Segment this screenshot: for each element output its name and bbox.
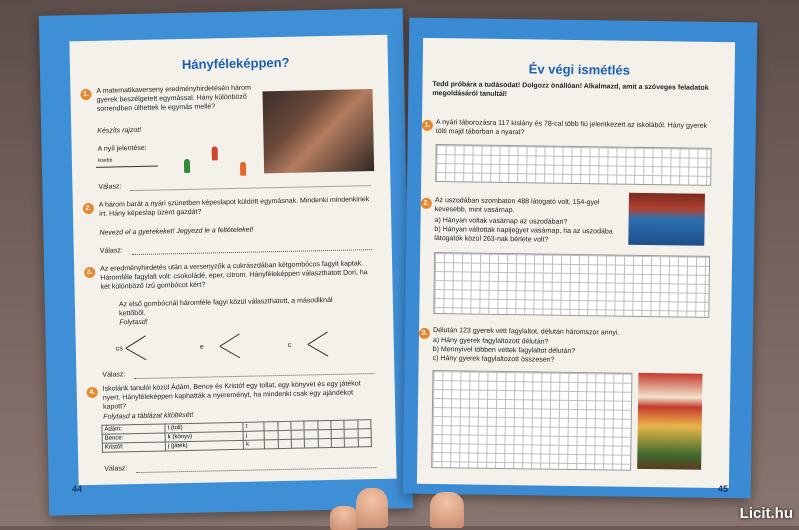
right-task1-text: A nyári táborozásra 117 kislány és 78-cal több fiú jelentkezett az iskolából. Hány gyerek tölti majd táborban a nyarat? (435, 119, 708, 137)
task3-subtext: Az első gombócnál háromféle fagyi közül választhatott, a másodiknál kettőből. (118, 296, 333, 318)
photo-swimming-pool (628, 193, 705, 246)
task-number-badge: 1. (80, 89, 91, 100)
right-page-number: 45 (718, 484, 729, 494)
right-page (417, 38, 735, 488)
finger-left (330, 506, 358, 530)
table-cell: k (243, 440, 264, 449)
table-cell: t (toll) (165, 422, 243, 433)
task1-answer-label: Válasz: (98, 183, 122, 191)
photo-children (262, 89, 374, 173)
task1-instruction: Készíts rajzot! (97, 126, 142, 135)
legend-title: A nyíl jelentése: (97, 144, 147, 153)
right-task2-question-b: b) Hányan váltottak napijegyet vasárnap, ha az uszodába látogatók közül 263-nak bérlete volt? (434, 226, 613, 244)
task4-instruction: Folytasd a táblázat kitöltését! (103, 411, 194, 421)
task3-instruction: Folytasd! (119, 318, 148, 327)
tree-label-c: c (287, 341, 292, 349)
legend-arrow-label: kisebb (97, 157, 113, 164)
tree-label-cs: cs (115, 345, 123, 353)
table-cell: t (243, 422, 264, 431)
prize-table (101, 419, 372, 453)
right-task3-question-b: b) Mennyivel többen vettek fagylaltot délután? (432, 346, 576, 355)
photo-ice-cream-shop (637, 373, 702, 470)
task-number-badge: 2. (421, 198, 432, 209)
table-cell-name: Bence: (102, 433, 165, 443)
task4-text: Iskolánk tanulói közül Ádám, Bence és Kristóf egy tollat, egy könyvet és egy játékot nyert. Hányféleképpen kaphatták a nyereményt, ha mindenki csak egy ajándékot kapott? (102, 380, 361, 411)
task-number-badge: 4. (87, 387, 98, 398)
tree-diagram (95, 323, 356, 368)
answer-line (131, 185, 371, 191)
answer-line (132, 249, 372, 255)
answer-grid (433, 252, 710, 318)
child-figure-red (212, 146, 218, 160)
tree-label-e: e (199, 343, 204, 351)
table-cell-name: Kristóf: (102, 442, 165, 452)
right-page-title: Év végi ismétlés (528, 61, 630, 78)
legend-arrow (96, 166, 158, 168)
left-page-number: 44 (72, 484, 83, 494)
task3-text: Az eredményhirdetés után a versenyzők a cukrászdában kétgombócos fagyit kaptak. Háromféle fagylalt volt: csokoládé, eper, citrom. Hányféleképpen választhatott Dori, ha két különböző ízű gombócot kért? (100, 260, 368, 291)
finger-right (430, 492, 464, 528)
watermark: Licit.hu (739, 505, 793, 522)
task3-answer-label: Válasz: (102, 371, 126, 379)
task2-answer-label: Válasz: (99, 247, 123, 255)
task-number-badge: 1. (422, 120, 433, 131)
right-task3-text: Délután 123 gyerek vett fagylaltot, délután háromszor annyi. (432, 327, 620, 337)
right-task3-question-c: c) Hány gyerek fagylaltozott összesen? (432, 355, 555, 364)
task1-text: A matematikaverseny eredményhirdetésén három gyerek beszélgetett egymással. Hány különböző sorrendben ülhettek le egymás mellé? (96, 84, 251, 113)
task-number-badge: 2. (83, 203, 94, 214)
answer-grid (431, 370, 632, 471)
intro-text: Tedd próbára a tudásodat! Dolgozz önállóan! Alkalmazd, amit a szöveges feladatok megoldásáról tanultál! (432, 80, 709, 99)
left-page (69, 35, 396, 486)
answer-grid (435, 144, 712, 186)
thumb (356, 488, 388, 528)
right-task2-text: Az uszodában szombaton 488 látogató volt, 154-gyel kevesebb, mint vasárnap. (434, 197, 600, 215)
task4-answer-label: Válasz: (104, 465, 128, 473)
task2-instruction: Nevezd el a gyerekeket! Jegyezd le a feltételeket! (99, 226, 254, 237)
table-cell: k (könyv) (165, 431, 243, 442)
table-cell: j (243, 431, 264, 440)
right-task2-question-a: a) Hányan voltak vasárnap az uszodában? (434, 217, 568, 226)
child-figure-green (184, 159, 190, 173)
answer-line (136, 467, 376, 473)
table-cell: j (játék) (165, 440, 243, 451)
task-number-badge: 3. (84, 267, 95, 278)
answer-line (134, 373, 374, 379)
task2-text: A három barát a nyári szünetben képeslapot küldött egymásnak. Mindenki mindenkinek írt. Hány képeslap üzent gazdát? (98, 196, 370, 218)
task-number-badge: 3. (419, 328, 430, 339)
child-figure-orange (240, 162, 246, 176)
right-task3-question-a: a) Hány gyerek fagylaltozott délután? (432, 337, 549, 346)
left-page-title: Hányféleképpen? (181, 54, 290, 73)
table-cell-name: Ádám: (102, 424, 165, 434)
